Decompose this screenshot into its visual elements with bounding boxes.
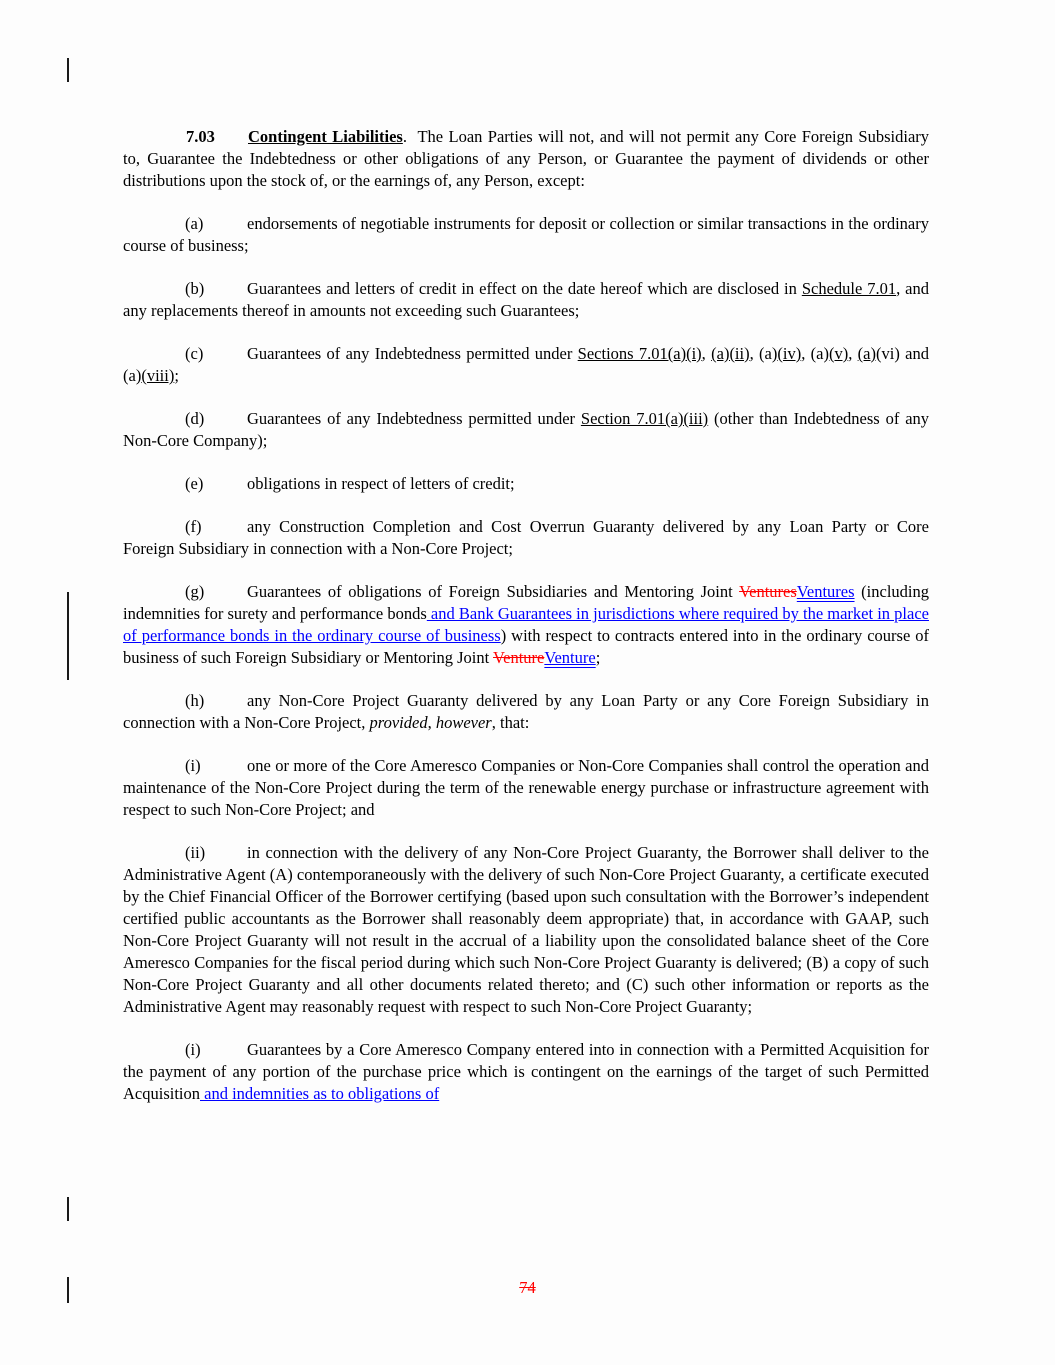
- item-c: [123, 343, 929, 387]
- section-7-03-intro: [123, 126, 929, 192]
- bold-text: 7.03: [186, 127, 215, 146]
- change-bar: [67, 58, 69, 82]
- item-label: (c): [185, 344, 204, 363]
- text-segment: (other than Indebtedness of any Non-Core Company);: [123, 409, 930, 450]
- item-f: [123, 516, 929, 560]
- item-label: (e): [185, 474, 204, 493]
- text-segment: Guarantees and letters of credit in effect on the date hereof which are disclosed in: [247, 279, 802, 298]
- page-number-deleted: 74: [519, 1278, 536, 1297]
- text-segment: any Construction Completion and Cost Overrun Guaranty delivered by any Loan Party or Core Foreign Subsidiary in connection with a Non-Core Project;: [123, 517, 929, 558]
- change-bar: [67, 1197, 69, 1221]
- cross-reference-link: (iv): [777, 344, 802, 363]
- item-e: [123, 473, 929, 495]
- change-bar: [67, 1277, 69, 1303]
- text-segment: endorsements of negotiable instruments for deposit or collection or similar transactions in the ordinary course of business;: [123, 214, 929, 255]
- cross-reference-link: Section 7.01(a)(iii): [580, 409, 709, 428]
- item-label: (ii): [185, 843, 206, 862]
- item-label: (a): [185, 214, 204, 233]
- item-label: (g): [185, 582, 205, 601]
- item-label: (h): [185, 691, 205, 710]
- text-segment: (including indemnities for surety and performance bonds: [123, 582, 929, 623]
- text-segment: , (a): [801, 344, 829, 363]
- italic-text: provided: [369, 713, 428, 732]
- text-segment: ,: [848, 344, 858, 363]
- item-a: [123, 213, 929, 257]
- text-segment: in connection with the delivery of any Non-Core Project Guaranty, the Borrower shall deliver to the Administrative Agent (A) contemporaneously with the delivery of such Non-Core Project Guaranty, a certificate executed by the Chief Financial Officer of the Borrower certifying (based upon such consultation with the Borrower’s independent certified public accountants as the Borrower shall reasonably deem appropriate) that, in accordance with GAAP, such Non-Core Project Guaranty will not result in the accrual of a liability upon the consolidated balance sheet of the Core Ameresco Companies for the fiscal period during which such Non-Core Project Guaranty is delivered; (B) a copy of such Non-Core Project Guaranty and all other documents related thereto; and (C) such other information or reports as the Administrative Agent may reasonably request with respect to such Non-Core Project Guaranty;: [123, 843, 929, 1016]
- text-segment: ) with respect to contracts entered into in the ordinary course of business of such Foreign Subsidiary or Mentoring Joint: [123, 626, 929, 667]
- text-segment: , and any replacements thereof in amounts not exceeding such Guarantees;: [123, 279, 929, 320]
- text-segment: . The Loan Parties will not, and will not permit any Core Foreign Subsidiary to, Guarantee the Indebtedness or other obligations of any Person, or Guarantee the payment of dividends or other distributions upon the stock of, or the earnings of, any Person, except:: [123, 127, 930, 190]
- item-h: [123, 690, 929, 734]
- item-d: [123, 408, 929, 452]
- item-h-i: [123, 755, 929, 821]
- item-b: [123, 278, 929, 322]
- deleted-text: Venture: [493, 648, 545, 667]
- page-footer: [0, 1277, 1055, 1299]
- item-label: (f): [185, 517, 202, 536]
- text-segment: any Non-Core Project Guaranty delivered by any Loan Party or any Core Foreign Subsidiary in connection with a Non-Core Project,: [123, 691, 929, 732]
- text-segment: Guarantees by a Core Ameresco Company entered into in connection with a Permitted Acquisition for the payment of any portion of the purchase price which is contingent on the earnings of the target of such Permitted Acquisition: [123, 1040, 929, 1103]
- text-segment: ,: [427, 713, 436, 732]
- text-segment: Guarantees of obligations of Foreign Subsidiaries and Mentoring Joint: [247, 582, 740, 601]
- cross-reference-link: (a): [857, 344, 876, 363]
- item-label: (i): [185, 756, 201, 775]
- text-segment: ;: [174, 366, 179, 385]
- item-label: (b): [185, 279, 205, 298]
- text-segment: , (a): [749, 344, 778, 363]
- inserted-text: and Bank Guarantees in jurisdictions where required by the market in place of performance bonds in the ordinary course of business: [123, 604, 929, 645]
- text-segment: one or more of the Core Ameresco Companies or Non-Core Companies shall control the operation and maintenance of the Non-Core Project during the term of the renewable energy purchase or infrastructure agreement with respect to such Non-Core Project; and: [123, 756, 929, 819]
- text-segment: (vi) and (a): [123, 344, 929, 385]
- item-label: (i): [185, 1040, 201, 1059]
- item-label: (d): [185, 409, 205, 428]
- item-g: [123, 581, 929, 669]
- text-segment: ;: [595, 648, 601, 667]
- text-segment: Guarantees of any Indebtedness permitted under: [247, 344, 578, 363]
- inserted-replacement-text: Venture: [544, 648, 596, 667]
- cross-reference-link: Sections 7.01(a)(i): [577, 344, 702, 363]
- item-h-ii: [123, 842, 929, 1018]
- document-body: [123, 126, 929, 1126]
- item-i: [123, 1039, 929, 1105]
- text-segment: obligations in respect of letters of credit;: [247, 474, 515, 493]
- cross-reference-link: Schedule 7.01: [801, 279, 897, 298]
- cross-reference-link: (viii): [141, 366, 175, 385]
- inserted-replacement-text: Ventures: [796, 582, 855, 601]
- text-segment: , that:: [491, 713, 530, 732]
- cross-reference-link: (a)(ii): [711, 344, 750, 363]
- change-bar: [67, 592, 69, 680]
- text-segment: Guarantees of any Indebtedness permitted under: [247, 409, 581, 428]
- text-segment: ,: [701, 344, 712, 363]
- italic-text: however: [435, 713, 492, 732]
- underlined-heading: Contingent Liabilities: [248, 127, 403, 146]
- inserted-text: and indemnities as to obligations of: [200, 1084, 440, 1103]
- cross-reference-link: (v): [828, 344, 849, 363]
- deleted-text: Ventures: [739, 582, 797, 601]
